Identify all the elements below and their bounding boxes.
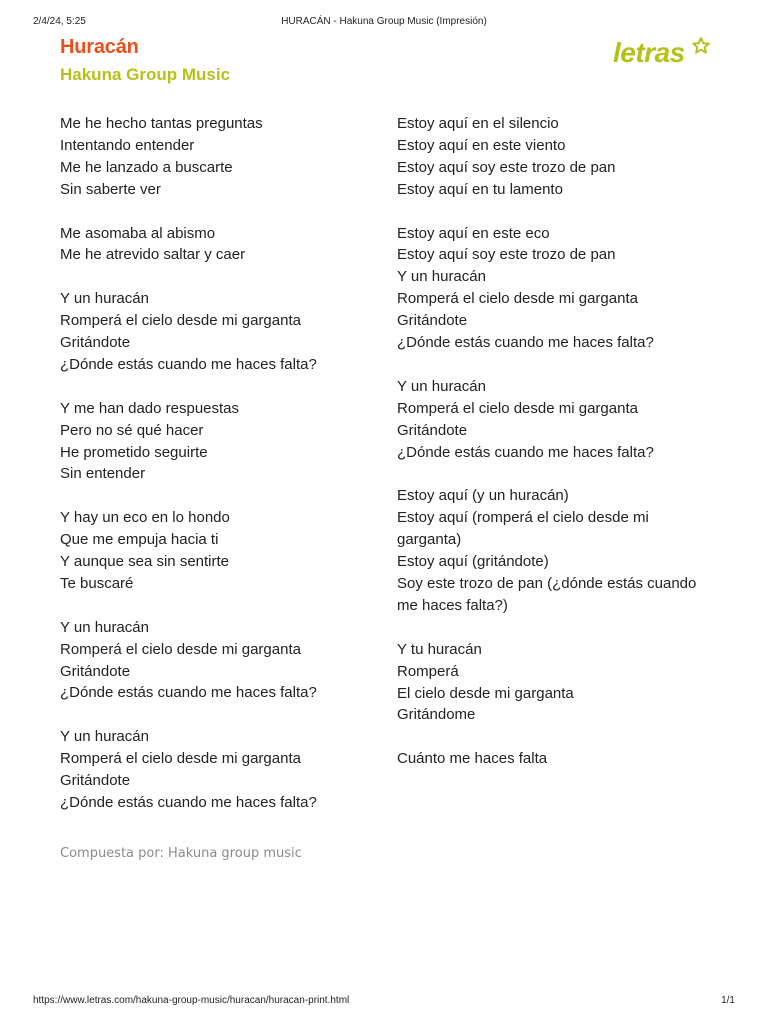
lyric-line: Me he hecho tantas preguntas bbox=[60, 115, 263, 132]
lyric-line: ¿Dónde estás cuando me haces falta? bbox=[397, 443, 654, 461]
lyric-line: ¿Dónde estás cuando me haces falta? bbox=[60, 355, 317, 373]
lyric-line: Gritándote bbox=[397, 421, 468, 439]
lyric-line: Y un huracán bbox=[60, 290, 149, 308]
lyric-line: Te buscaré bbox=[60, 574, 134, 592]
lyric-line: Intentando entender bbox=[60, 136, 195, 154]
lyrics-stanza bbox=[60, 288, 380, 376]
lyric-line: Romperá bbox=[397, 662, 459, 680]
lyrics-stanza bbox=[397, 223, 717, 354]
lyric-line: Pero no sé qué hacer bbox=[60, 421, 204, 439]
lyric-line: Y me han dado respuestas bbox=[60, 399, 240, 417]
star-icon bbox=[693, 38, 709, 53]
letras-logo-text: letras bbox=[613, 37, 685, 68]
lyrics-column-left bbox=[60, 113, 380, 836]
lyric-line: Y hay un eco en lo hondo bbox=[60, 509, 230, 527]
lyrics-stanza bbox=[60, 617, 380, 705]
artist-name: Hakuna Group Music bbox=[60, 65, 231, 84]
lyric-line: ¿Dónde estás cuando me haces falta? bbox=[60, 794, 317, 811]
letras-logo bbox=[612, 33, 712, 73]
lyric-line: Cuánto me haces falta bbox=[397, 750, 548, 768]
lyric-line: El cielo desde mi garganta bbox=[397, 684, 574, 702]
song-title: Huracán bbox=[60, 36, 139, 58]
lyric-line: Estoy aquí en tu lamento bbox=[397, 180, 563, 198]
lyrics-column-right bbox=[397, 113, 717, 792]
lyric-line: Estoy aquí (y un huracán) bbox=[397, 487, 569, 505]
lyrics-stanza bbox=[60, 113, 380, 201]
lyrics-stanza bbox=[60, 223, 380, 267]
lyric-line: Y tu huracán bbox=[397, 640, 482, 658]
lyric-line: Estoy aquí en este viento bbox=[397, 136, 566, 154]
print-url: https://www.letras.com/hakuna-group-music/huracan/huracan-print.html bbox=[33, 995, 350, 1006]
print-page-number: 1/1 bbox=[721, 995, 735, 1006]
lyric-line: Me he atrevido saltar y caer bbox=[60, 246, 246, 264]
lyrics-stanza bbox=[397, 748, 717, 770]
lyric-line: Romperá el cielo desde mi garganta bbox=[397, 290, 638, 308]
lyric-line: Que me empuja hacia ti bbox=[60, 531, 219, 549]
lyric-line: Y aunque sea sin sentirte bbox=[60, 553, 230, 571]
lyric-line: Estoy aquí (romperá el cielo desde mi garganta) bbox=[397, 509, 649, 549]
lyric-line: Y un huracán bbox=[60, 618, 149, 636]
lyrics-stanza bbox=[60, 398, 380, 486]
lyric-line: Y un huracán bbox=[60, 728, 149, 746]
lyric-line: ¿Dónde estás cuando me haces falta? bbox=[397, 334, 654, 352]
print-page-title: HURACÁN - Hakuna Group Music (Impresión) bbox=[281, 16, 487, 27]
composer-credit: Compuesta por: Hakuna group music bbox=[60, 846, 302, 861]
lyric-line: Gritándote bbox=[397, 312, 468, 330]
lyric-line: Gritándote bbox=[60, 772, 131, 790]
lyric-line: Romperá el cielo desde mi garganta bbox=[397, 399, 638, 417]
lyric-line: Estoy aquí en este eco bbox=[397, 224, 550, 242]
lyric-line: Gritándote bbox=[60, 662, 131, 680]
lyric-line: Gritándome bbox=[397, 706, 476, 724]
lyric-line: Sin saberte ver bbox=[60, 180, 161, 198]
lyric-line: Estoy aquí soy este trozo de pan bbox=[397, 158, 616, 176]
lyric-line: Y un huracán bbox=[397, 377, 486, 395]
print-footer bbox=[33, 995, 735, 1006]
lyrics-stanza bbox=[60, 726, 380, 814]
lyric-line: Romperá el cielo desde mi garganta bbox=[60, 312, 301, 330]
lyric-line: Estoy aquí en el silencio bbox=[397, 115, 559, 132]
lyric-line: Romperá el cielo desde mi garganta bbox=[60, 640, 301, 658]
lyric-line: Estoy aquí (gritándote) bbox=[397, 553, 549, 571]
lyric-line: Y un huracán bbox=[397, 268, 486, 286]
lyric-line: Gritándote bbox=[60, 334, 131, 352]
print-header bbox=[33, 16, 735, 27]
lyric-line: ¿Dónde estás cuando me haces falta? bbox=[60, 684, 317, 702]
lyrics-stanza bbox=[397, 485, 717, 616]
lyric-line: Me he lanzado a buscarte bbox=[60, 158, 233, 176]
lyric-line: He prometido seguirte bbox=[60, 443, 208, 461]
lyrics-stanza bbox=[397, 639, 717, 727]
lyric-line: Estoy aquí soy este trozo de pan bbox=[397, 246, 616, 264]
lyric-line: Me asomaba al abismo bbox=[60, 224, 216, 242]
lyrics-stanza bbox=[60, 507, 380, 595]
lyrics-stanza bbox=[397, 376, 717, 464]
lyric-line: Romperá el cielo desde mi garganta bbox=[60, 750, 301, 768]
lyric-line: Soy este trozo de pan (¿dónde estás cuando me haces falta?) bbox=[397, 574, 697, 614]
lyric-line: Sin entender bbox=[60, 465, 146, 483]
print-datetime: 2/4/24, 5:25 bbox=[33, 16, 86, 27]
lyrics-stanza bbox=[397, 113, 717, 201]
